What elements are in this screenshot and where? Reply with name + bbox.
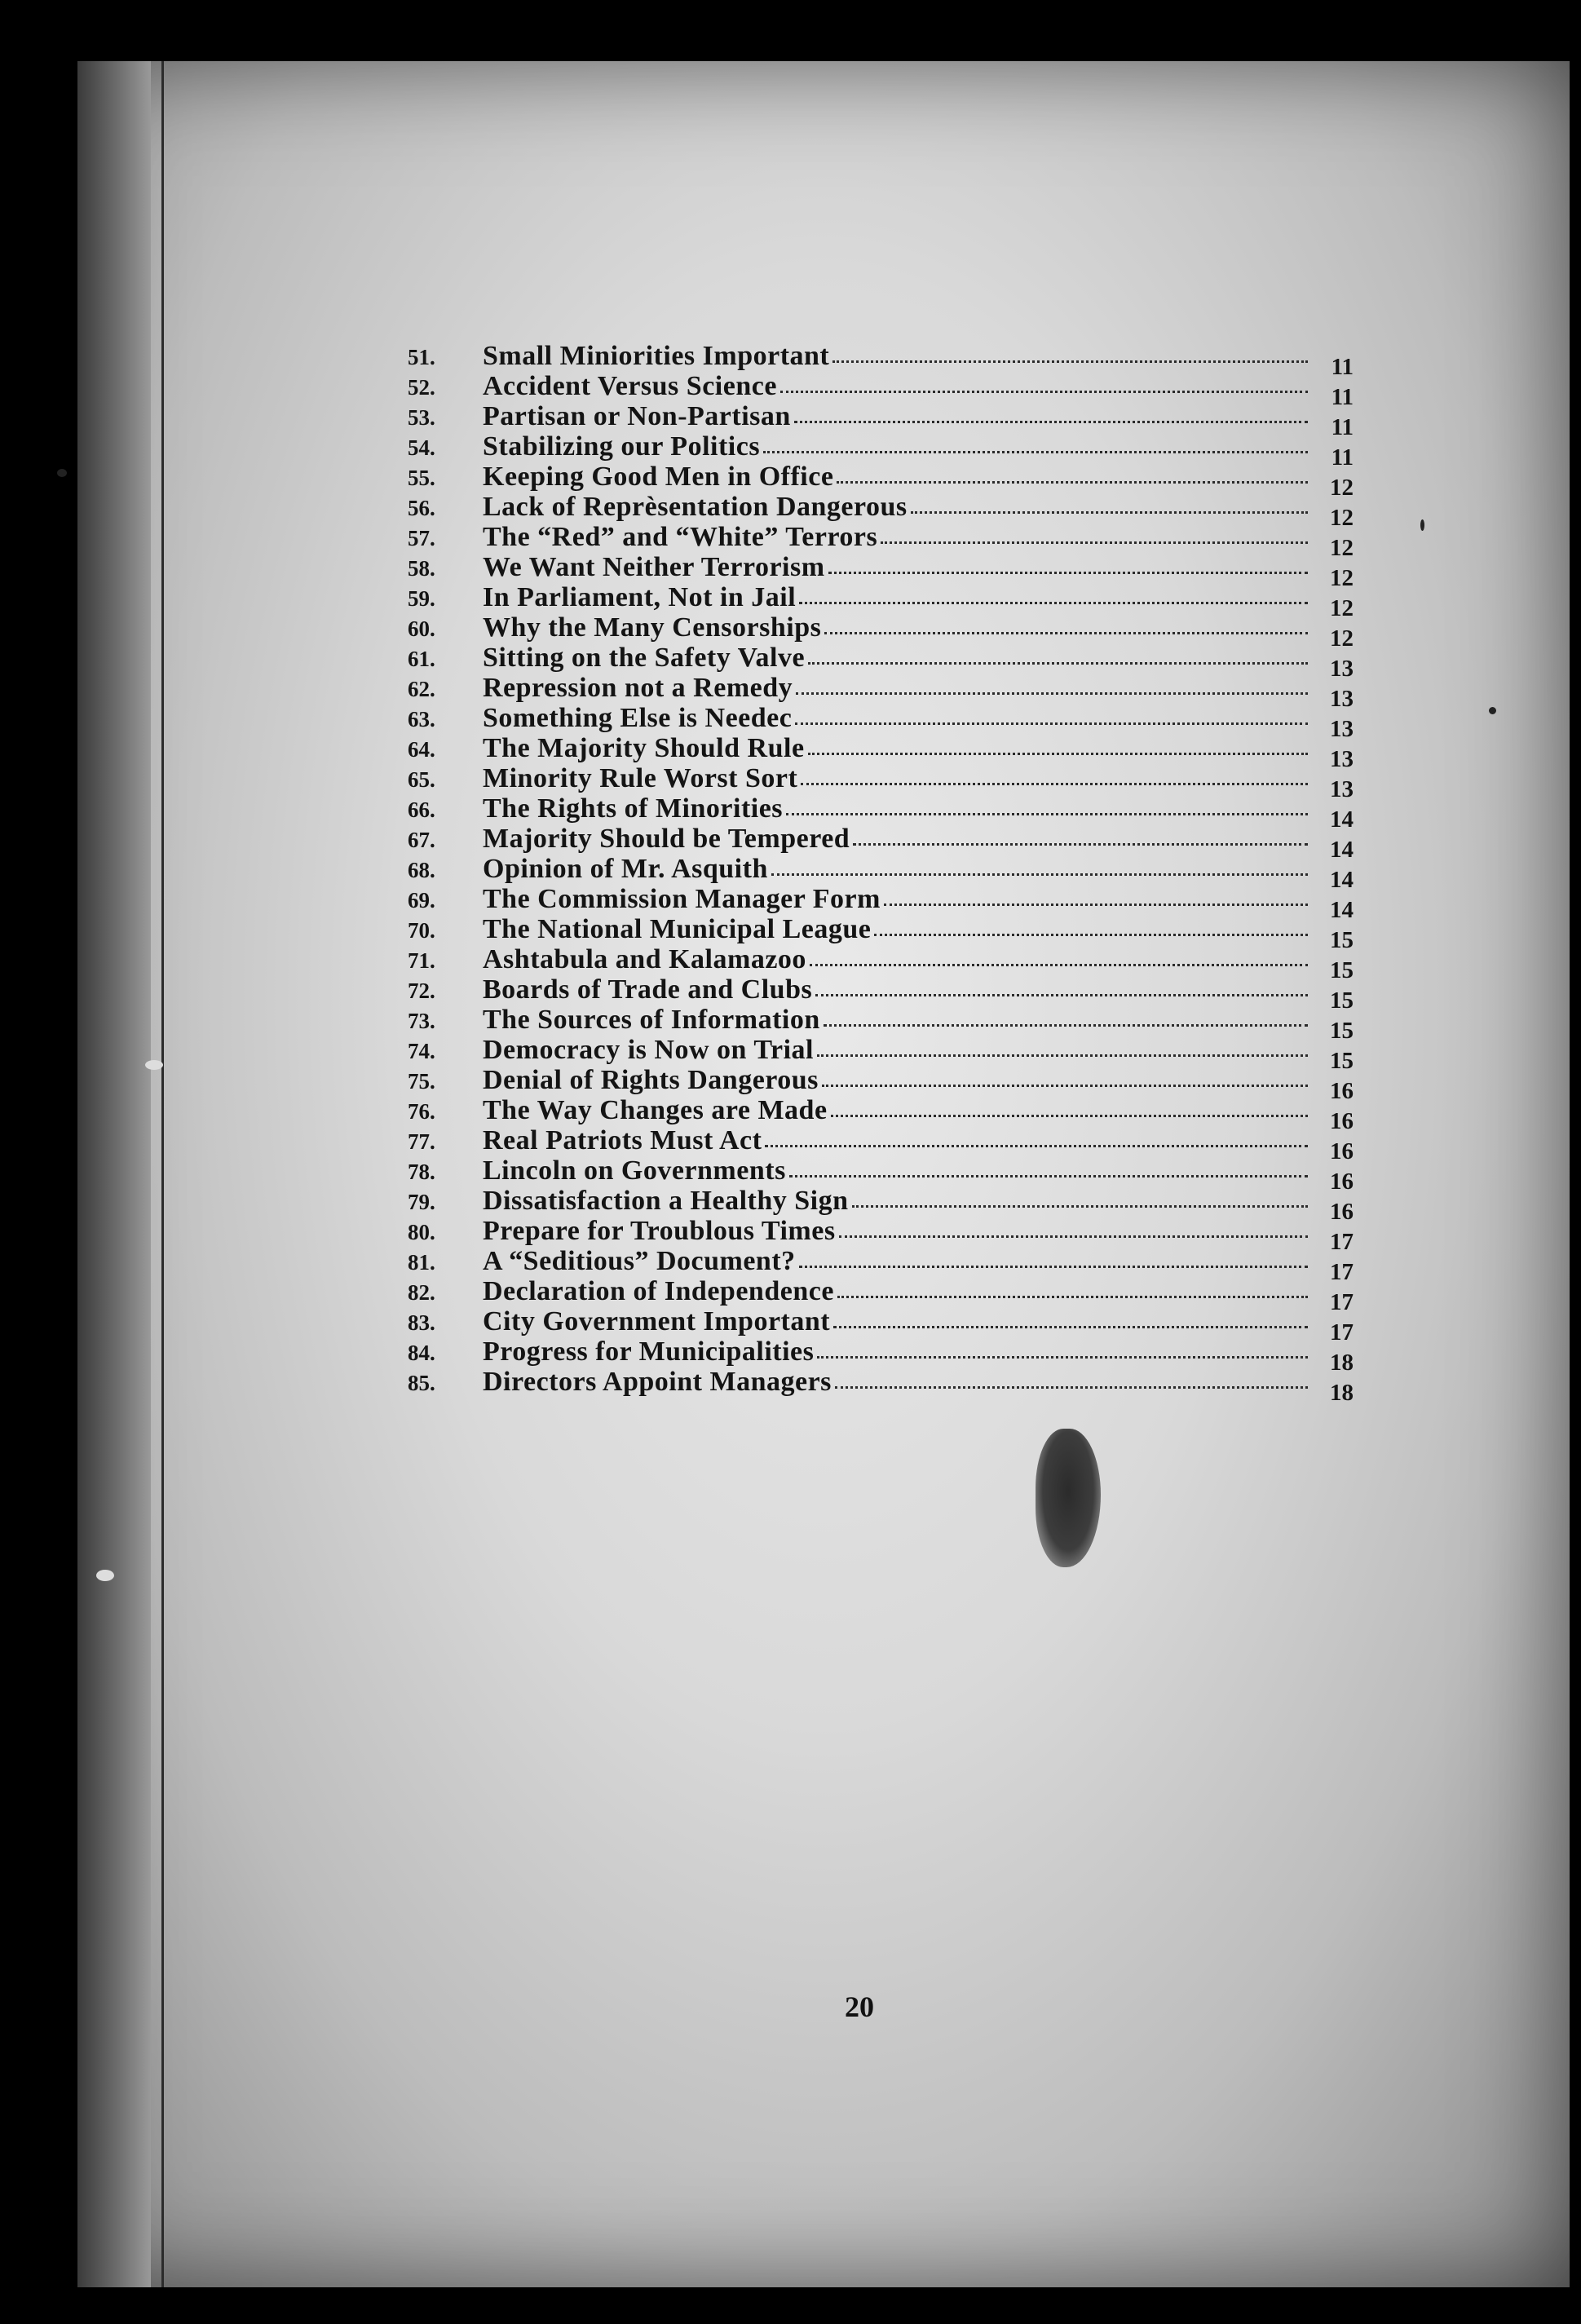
entry-page-number: 17: [1330, 1319, 1354, 1345]
entry-number: 63.: [408, 707, 435, 731]
entry-title: Denial of Rights Dangerous: [483, 1065, 819, 1095]
toc-entry: [408, 1125, 1354, 1164]
dot-leader: [833, 1306, 1308, 1328]
dot-leader: [799, 582, 1308, 604]
toc-entry: [408, 612, 1354, 652]
entry-title: Prepare for Troublous Times: [483, 1216, 836, 1246]
entry-title: Opinion of Mr. Asquith: [483, 854, 768, 884]
entry-number: 84.: [408, 1341, 435, 1365]
dot-leader: [835, 1367, 1308, 1389]
entry-page-number: 12: [1330, 565, 1354, 591]
toc-entry: [408, 1095, 1354, 1134]
entry-title: Why the Many Censorships: [483, 612, 822, 643]
toc-entry: [408, 1005, 1354, 1044]
toc-entry: [408, 1216, 1354, 1255]
entry-page-number: 15: [1330, 1048, 1354, 1074]
entry-title: Keeping Good Men in Office: [483, 462, 834, 492]
dot-leader: [824, 612, 1308, 634]
entry-page-number: 16: [1330, 1138, 1354, 1164]
binding-edge: [161, 61, 164, 2287]
entry-title: Real Patriots Must Act: [483, 1125, 762, 1155]
entry-page-number: 13: [1330, 686, 1354, 712]
entry-page-number: 13: [1330, 776, 1354, 802]
entry-title: The Majority Should Rule: [483, 733, 805, 763]
entry-number: 82.: [408, 1280, 435, 1305]
entry-number: 56.: [408, 496, 435, 520]
toc-entry: [408, 763, 1354, 802]
entry-page-number: 15: [1330, 927, 1354, 953]
entry-title: Something Else is Needec: [483, 703, 793, 733]
dot-leader: [789, 1155, 1308, 1177]
entry-title: Directors Appoint Managers: [483, 1367, 832, 1397]
entry-page-number: 12: [1330, 535, 1354, 561]
entry-title: Sitting on the Safety Valve: [483, 643, 806, 673]
entry-title: Ashtabula and Kalamazoo: [483, 944, 806, 974]
dot-leader: [817, 1337, 1308, 1359]
dot-leader: [796, 673, 1308, 695]
toc-entry: [408, 1035, 1354, 1074]
dust-speck: [1420, 519, 1424, 531]
entry-title: The National Municipal League: [483, 914, 872, 944]
entry-page-number: 15: [1330, 1018, 1354, 1044]
toc-entry: [408, 944, 1354, 983]
toc-entry: [408, 1306, 1354, 1345]
entry-title: City Government Important: [483, 1306, 831, 1337]
dust-speck: [1489, 707, 1496, 714]
toc-entry: [408, 462, 1354, 501]
entry-title: Repression not a Remedy: [483, 673, 793, 703]
toc-entry: [408, 371, 1354, 410]
entry-page-number: 15: [1330, 987, 1354, 1014]
dot-leader: [839, 1216, 1308, 1238]
dot-leader: [795, 703, 1308, 725]
entry-number: 57.: [408, 526, 435, 550]
entry-page-number: 18: [1330, 1350, 1354, 1376]
toc-entry: [408, 1246, 1354, 1285]
dot-leader: [815, 974, 1308, 996]
dot-leader: [794, 401, 1308, 423]
entry-page-number: 14: [1330, 837, 1354, 863]
toc-entry: [408, 582, 1354, 621]
entry-page-number: 14: [1330, 867, 1354, 893]
entry-number: 80.: [408, 1220, 435, 1244]
dot-leader: [828, 552, 1308, 574]
entry-number: 64.: [408, 737, 435, 762]
entry-title: Lincoln on Governments: [483, 1155, 786, 1186]
entry-page-number: 14: [1330, 806, 1354, 833]
entry-number: 51.: [408, 345, 435, 369]
page-binding-shadow: [77, 61, 151, 2287]
toc-entry: [408, 643, 1354, 682]
dot-leader: [881, 522, 1308, 544]
dot-leader: [832, 341, 1308, 363]
toc-entry: [408, 673, 1354, 712]
entry-number: 75.: [408, 1069, 435, 1094]
entry-page-number: 17: [1330, 1289, 1354, 1315]
toc-entry: [408, 793, 1354, 833]
entry-page-number: 12: [1330, 505, 1354, 531]
entry-title: A “Seditious” Document?: [483, 1246, 796, 1276]
dot-leader: [822, 1065, 1308, 1087]
entry-number: 78.: [408, 1160, 435, 1184]
entry-title: The Rights of Minorities: [483, 793, 784, 824]
toc-entry: [408, 974, 1354, 1014]
toc-entry: [408, 884, 1354, 923]
entry-number: 61.: [408, 647, 435, 671]
table-of-contents: [408, 341, 1354, 1406]
entry-title: Accident Versus Science: [483, 371, 777, 401]
dot-leader: [808, 733, 1308, 755]
toc-entry: [408, 1367, 1354, 1406]
entry-page-number: 17: [1330, 1259, 1354, 1285]
entry-page-number: 11: [1331, 384, 1354, 410]
entry-page-number: 15: [1330, 957, 1354, 983]
entry-number: 60.: [408, 616, 435, 641]
entry-page-number: 11: [1331, 444, 1354, 471]
entry-title: Minority Rule Worst Sort: [483, 763, 798, 793]
dot-leader: [808, 643, 1308, 665]
dot-leader: [852, 1186, 1308, 1208]
entry-title: Progress for Municipalities: [483, 1337, 815, 1367]
entry-number: 72.: [408, 979, 435, 1003]
entry-number: 74.: [408, 1039, 435, 1063]
dot-leader: [837, 462, 1308, 484]
entry-number: 55.: [408, 466, 435, 490]
dot-leader: [810, 944, 1308, 966]
toc-entry: [408, 401, 1354, 440]
entry-number: 62.: [408, 677, 435, 701]
toc-entry: [408, 824, 1354, 863]
entry-title: The Way Changes are Made: [483, 1095, 828, 1125]
entry-number: 69.: [408, 888, 435, 912]
entry-number: 83.: [408, 1310, 435, 1335]
entry-title: Declaration of Independence: [483, 1276, 834, 1306]
entry-page-number: 11: [1331, 354, 1354, 380]
dot-leader: [763, 431, 1308, 453]
toc-entry: [408, 703, 1354, 742]
entry-page-number: 12: [1330, 475, 1354, 501]
entry-title: The Sources of Information: [483, 1005, 820, 1035]
entry-page-number: 12: [1330, 625, 1354, 652]
entry-number: 65.: [408, 767, 435, 792]
toc-entry: [408, 1065, 1354, 1104]
entry-title: Democracy is Now on Trial: [483, 1035, 814, 1065]
entry-number: 53.: [408, 405, 435, 430]
entry-title: Partisan or Non-Partisan: [483, 401, 791, 431]
entry-page-number: 14: [1330, 897, 1354, 923]
entry-title: We Want Neither Terrorism: [483, 552, 825, 582]
entry-number: 54.: [408, 435, 435, 460]
toc-entry: [408, 522, 1354, 561]
page-number: 20: [845, 1990, 874, 2023]
entry-number: 59.: [408, 586, 435, 611]
entry-page-number: 12: [1330, 595, 1354, 621]
entry-title: In Parliament, Not in Jail: [483, 582, 797, 612]
dust-speck: [96, 1570, 114, 1581]
toc-entry: [408, 733, 1354, 772]
entry-number: 66.: [408, 797, 435, 822]
entry-number: 77.: [408, 1129, 435, 1154]
dot-leader: [853, 824, 1308, 846]
entry-number: 71.: [408, 948, 435, 973]
entry-page-number: 16: [1330, 1199, 1354, 1225]
entry-page-number: 16: [1330, 1169, 1354, 1195]
entry-page-number: 13: [1330, 746, 1354, 772]
entry-page-number: 13: [1330, 656, 1354, 682]
entry-number: 76.: [408, 1099, 435, 1124]
entry-page-number: 17: [1330, 1229, 1354, 1255]
toc-entry: [408, 341, 1354, 380]
dot-leader: [786, 793, 1308, 815]
dot-leader: [831, 1095, 1308, 1117]
dot-leader: [780, 371, 1308, 393]
dot-leader: [911, 492, 1308, 514]
entry-title: The “Red” and “White” Terrors: [483, 522, 878, 552]
toc-entry: [408, 1337, 1354, 1376]
toc-entry: [408, 914, 1354, 953]
dot-leader: [874, 914, 1308, 936]
toc-entry: [408, 492, 1354, 531]
entry-page-number: 13: [1330, 716, 1354, 742]
entry-page-number: 18: [1330, 1380, 1354, 1406]
dot-leader: [837, 1276, 1308, 1298]
entry-page-number: 11: [1331, 414, 1354, 440]
entry-number: 70.: [408, 918, 435, 943]
entry-page-number: 16: [1330, 1078, 1354, 1104]
entry-title: The Commission Manager Form: [483, 884, 881, 914]
toc-entry: [408, 854, 1354, 893]
dot-leader: [799, 1246, 1308, 1268]
entry-number: 85.: [408, 1371, 435, 1395]
dot-leader: [765, 1125, 1308, 1147]
dot-leader: [884, 884, 1308, 906]
entry-number: 58.: [408, 556, 435, 581]
entry-title: Dissatisfaction a Healthy Sign: [483, 1186, 849, 1216]
entry-number: 81.: [408, 1250, 435, 1275]
dot-leader: [817, 1035, 1308, 1057]
entry-number: 52.: [408, 375, 435, 400]
entry-page-number: 16: [1330, 1108, 1354, 1134]
entry-title: Small Miniorities Important: [483, 341, 830, 371]
entry-number: 68.: [408, 858, 435, 882]
toc-entry: [408, 431, 1354, 471]
dot-leader: [824, 1005, 1308, 1027]
toc-entry: [408, 1155, 1354, 1195]
entry-number: 73.: [408, 1009, 435, 1033]
entry-title: Stabilizing our Politics: [483, 431, 761, 462]
dot-leader: [801, 763, 1308, 785]
entry-title: Majority Should be Tempered: [483, 824, 850, 854]
dust-speck: [57, 469, 67, 477]
entry-title: Lack of Reprèsentation Dangerous: [483, 492, 908, 522]
entry-number: 67.: [408, 828, 435, 852]
entry-number: 79.: [408, 1190, 435, 1214]
dot-leader: [771, 854, 1308, 876]
toc-entry: [408, 552, 1354, 591]
toc-entry: [408, 1276, 1354, 1315]
toc-entry: [408, 1186, 1354, 1225]
entry-title: Boards of Trade and Clubs: [483, 974, 813, 1005]
dust-speck: [145, 1060, 163, 1070]
